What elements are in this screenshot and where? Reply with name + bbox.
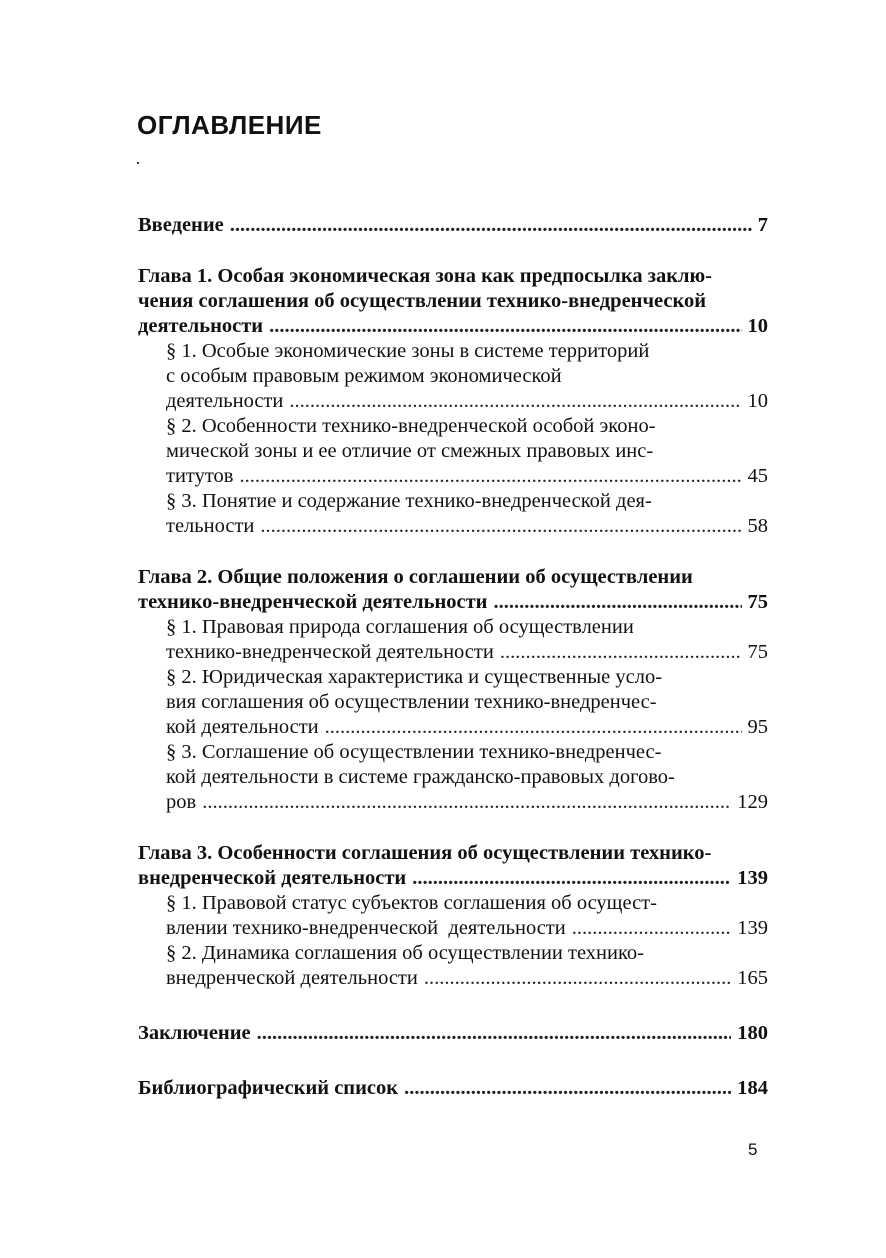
toc-entry-chapter-1[interactable] [138,264,768,339]
toc-entry-title-line: влении технико-внедренческой деятельности [166,917,566,939]
toc-entry-title-line: кой деятельности [166,716,319,738]
toc-entry-title-line: § 2. Юридическая характеристика и существенные усло- [166,666,663,688]
toc-entry-introduction[interactable] [138,213,768,238]
toc-entry-title-line: § 1. Особые экономические зоны в системе территорий [166,340,650,362]
print-speck [137,162,139,164]
toc-entry-title-line: § 2. Динамика соглашения об осуществлении технико- [166,942,644,964]
toc-entry-title-line: технико-внедренческой деятельности [166,641,494,663]
toc-entry-title-line: вия соглашения об осуществлении технико-внедренчес- [166,691,657,713]
toc-entry-title-line: Глава 2. Общие положения о соглашении об осуществлении [138,566,693,588]
dot-leader [412,866,731,891]
toc-entry-title-line: § 2. Особенности технико-внедренческой особой эконо- [166,415,656,437]
toc-page-number: 7 [757,214,768,236]
page-title: ОГЛАВЛЕНИЕ [137,110,322,140]
toc-entry-section-2-2[interactable] [138,665,768,740]
dot-leader [230,213,752,238]
toc-page-number: 10 [747,315,768,337]
toc-entry-section-2-3[interactable] [138,740,768,815]
dot-leader [404,1076,731,1101]
toc-entry-title: Библиографический список [138,1077,399,1099]
dot-leader [494,590,742,615]
toc-entry-section-2-1[interactable] [138,615,768,665]
toc-page-number: 95 [747,716,768,738]
dot-leader [325,715,742,740]
toc-page-number: 129 [737,791,768,813]
toc-entry-title-line: тельности [166,515,255,537]
toc-page-number: 10 [747,390,768,412]
toc-entry-title: Заключение [138,1022,251,1044]
toc-entry-bibliography[interactable] [138,1076,768,1101]
dot-leader [269,314,741,339]
toc-page-number: 139 [737,917,768,939]
toc-entry-title-line: § 1. Правовая природа соглашения об осуществлении [166,616,634,638]
dot-leader [424,966,731,991]
toc-page-number: 58 [747,515,768,537]
toc-entry-title-line: § 3. Понятие и содержание технико-внедренческой дея- [166,490,652,512]
toc-entry-title-line: технико-внедренческой деятельности [138,591,488,613]
toc-entry-title-line: § 1. Правовой статус субъектов соглашения об осущест- [166,892,657,914]
toc-entry-title-line: с особым правовым режимом экономической [166,365,562,387]
toc-entry-title-line: титутов [166,465,234,487]
toc-entry-chapter-2[interactable] [138,565,768,615]
toc-entry-title-line: Глава 3. Особенности соглашения об осуществлении технико- [138,842,712,864]
toc-entry-title: Введение [138,214,224,236]
toc-entry-title-line: кой деятельности в системе гражданско-правовых догово- [166,766,675,788]
toc-entry-title-line: деятельности [138,315,264,337]
toc-page-number: 184 [737,1077,768,1099]
toc-entry-title-line: чения соглашения об осуществлении технико-внедренческой [138,290,707,312]
toc-entry-title-line: Глава 1. Особая экономическая зона как предпосылка заклю- [138,265,712,287]
toc-entry-title-line: § 3. Соглашение об осуществлении технико-внедренчес- [166,741,662,763]
toc-page-number: 139 [737,867,768,889]
page-number: 5 [748,1140,758,1159]
dot-leader [202,790,731,815]
toc-entry-section-3-1[interactable] [138,891,768,941]
dot-leader [240,464,742,489]
toc-entry-section-1-1[interactable] [138,339,768,414]
toc-page-number: 75 [747,591,768,613]
table-of-contents [138,213,768,1101]
toc-entry-conclusion[interactable] [138,1021,768,1046]
dot-leader [257,1021,732,1046]
toc-entry-chapter-3[interactable] [138,841,768,891]
dot-leader [260,514,741,539]
toc-entry-title-line: внедренческой деятельности [138,867,407,889]
toc-page-number: 165 [737,967,768,989]
dot-leader [289,389,741,414]
toc-page-number: 180 [737,1022,768,1044]
toc-entry-title-line: внедренческой деятельности [166,967,418,989]
toc-entry-section-3-2[interactable] [138,941,768,991]
toc-entry-title-line: мической зоны и ее отличие от смежных правовых инс- [166,440,654,462]
toc-page-number: 75 [747,641,768,663]
toc-entry-title-line: ров [166,791,197,813]
dot-leader [500,640,742,665]
toc-entry-section-1-2[interactable] [138,414,768,489]
toc-page-number: 45 [747,465,768,487]
dot-leader [572,916,732,941]
toc-entry-title-line: деятельности [166,390,284,412]
toc-entry-section-1-3[interactable] [138,489,768,539]
